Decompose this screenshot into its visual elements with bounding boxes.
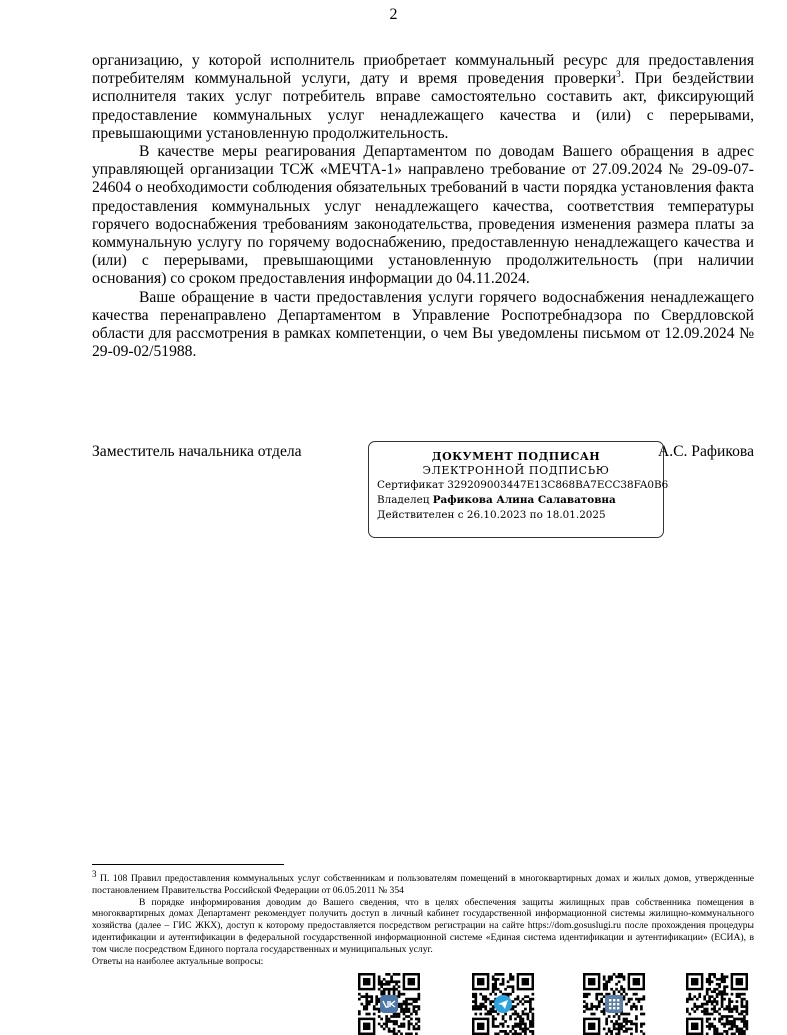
qr-code-gis[interactable] xyxy=(581,973,647,1035)
stamp-validity: Действителен с 26.10.2023 по 18.01.2025 xyxy=(377,509,606,521)
footnotes xyxy=(92,868,754,967)
qr-code-vk[interactable] xyxy=(356,973,422,1035)
paragraph-1-cont: . При бездействии исполнителя таких услуг потребитель вправе самостоятельно составить акт, фиксирующий предоставление коммунальных услуг ненадлежащего качества и (или) с перерывами, превышающими установленную продолжительность. xyxy=(92,70,754,142)
qa-caption: Ответы на наиболее актуальные вопросы: xyxy=(92,955,264,967)
electronic-signature-stamp xyxy=(368,441,669,538)
letter-body xyxy=(92,52,754,361)
qr-code-row xyxy=(0,973,787,1035)
vk-icon xyxy=(380,995,398,1013)
stamp-owner xyxy=(377,493,663,508)
qr-code-plain[interactable] xyxy=(684,973,750,1035)
paragraph-2: В качестве меры реагирования Департаментом по доводам Вашего обращения в адрес управляющей организации ТСЖ «МЕЧТА-1» направлено требование от 27.09.2024 № 29-09-07-24604 о необходимости соблюдения обязательных требований в части порядка установления факта предоставления коммунальных услуг ненадлежащего качества, соответствия температуры горячего водоснабжения требованиям законодательства, проведения изменения размера платы за коммунальную услугу по горячему водоснабжению, предоставленную ненадлежащего качества и (или) с перерывами, превышающими установленную продолжительность (при наличии основания) со сроком предоставления информации до 04.11.2024. xyxy=(92,143,754,288)
stamp-certificate xyxy=(377,478,669,493)
building-icon xyxy=(605,995,623,1013)
footnote-3-mark: 3 xyxy=(92,868,97,879)
stamp-owner-label: Владелец xyxy=(377,494,430,506)
stamp-cert-label: Сертификат xyxy=(377,479,444,491)
page-number: 2 xyxy=(389,6,398,23)
stamp-owner-value: Рафикова Алина Салаватовна xyxy=(432,494,616,506)
footnote-ref[interactable]: 3 xyxy=(616,69,621,80)
footnote-3-text: П. 108 Правил предоставления коммунальных услуг собственникам и пользователям помещений в многоквартирных домах и жилых домов, утвержденные постановлением Правительства Российской Федерации от 06.05.2011 № 354 xyxy=(92,873,754,896)
paragraph-1-text: организацию, у которой исполнитель приобретает коммунальный ресурс для предоставления потребителям коммунальной услуги, дату и время проведения проверки xyxy=(92,52,754,88)
signatory-position: Заместитель начальника отдела xyxy=(92,443,302,460)
footnote-divider xyxy=(92,864,284,865)
gis-info-text: В порядке информирования доводим до Вашего сведения, что в целях обеспечения защиты жилищных прав собственника помещения в многоквартирных домах Департамент рекомендует получить доступ в личный кабинет государственной информационной системы жилищно-коммунального хозяйства (далее – ГИС ЖКХ), доступ к которому предоставляется посредством регистрации на сайте https://dom.gosuslugi.ru после прохождения процедуры идентификации и аутентификации в федеральной государственной информационной системе «Единая система идентификации и аутентификации» (ЕСИА), в том числе посредством Единого портала государственных и муниципальных услуг. xyxy=(92,896,754,955)
qr-code-telegram[interactable] xyxy=(470,973,536,1035)
stamp-cert-value: 329209003447E13C868BA7ECC38FA0B6 xyxy=(447,479,669,491)
signatory-name: А.С. Рафикова xyxy=(657,443,754,460)
footnote-3 xyxy=(92,868,754,897)
paragraph-1 xyxy=(92,52,754,143)
telegram-icon xyxy=(494,995,512,1013)
stamp-title: ДОКУМЕНТ ПОДПИСАН xyxy=(431,450,601,463)
stamp-subtitle: ЭЛЕКТРОННОЙ ПОДПИСЬЮ xyxy=(422,464,610,477)
paragraph-3: Ваше обращение в части предоставления услуги горячего водоснабжения ненадлежащего качества перенаправлено Департаментом в Управление Роспотребнадзора по Свердловской области для рассмотрения в рамках компетенции, о чем Вы уведомлены письмом от 12.09.2024 № 29-09-02/51988. xyxy=(92,288,754,361)
